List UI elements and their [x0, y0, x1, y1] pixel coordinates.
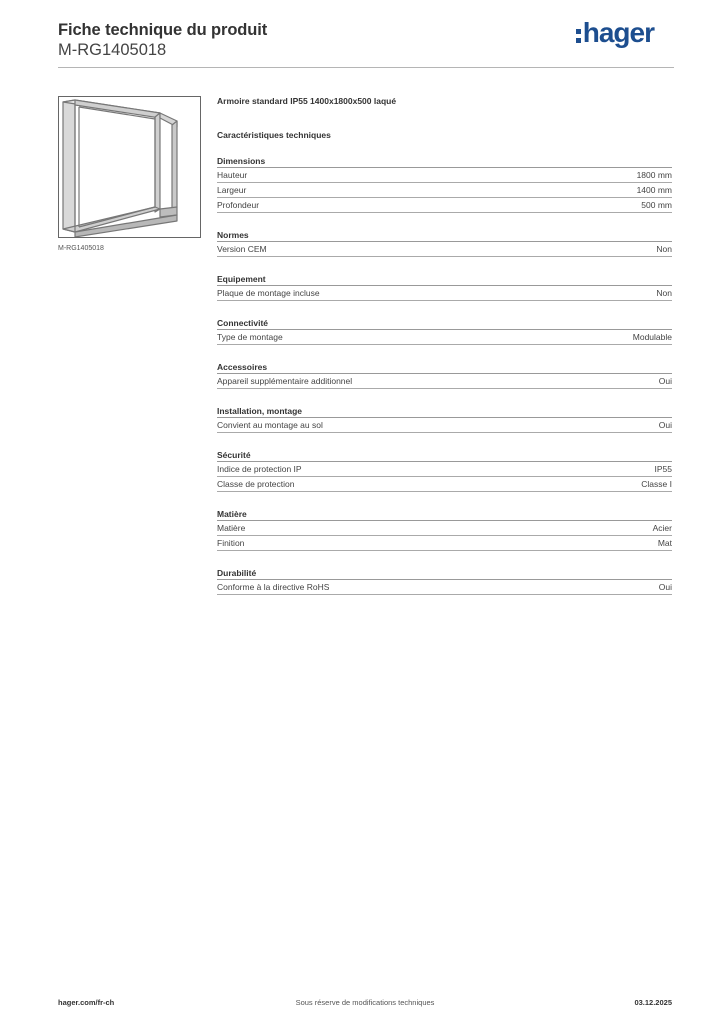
spec-value: Acier [652, 523, 672, 533]
spec-value: Oui [658, 376, 672, 386]
hager-logo [576, 16, 654, 50]
logo-wordmark: hager [582, 17, 654, 48]
spec-label: Classe de protection [217, 479, 295, 489]
spec-section [217, 155, 672, 213]
section-title: Matière [217, 508, 672, 521]
spec-section [217, 508, 672, 551]
product-name: Armoire standard IP55 1400x1800x500 laqué [217, 96, 397, 106]
spec-section [217, 567, 672, 595]
product-reference: M-RG1405018 [58, 41, 167, 59]
spec-section [217, 229, 672, 257]
spec-row [217, 198, 672, 213]
spec-value: 500 mm [641, 200, 672, 210]
spec-label: Convient au montage au sol [217, 420, 323, 430]
spec-label: Appareil supplémentaire additionnel [217, 376, 353, 386]
spec-section [217, 317, 672, 345]
spec-row [217, 477, 672, 492]
spec-label: Finition [217, 538, 245, 548]
footer-disclaimer: Sous réserve de modifications techniques [295, 998, 435, 1007]
section-title: Normes [217, 229, 672, 242]
section-title: Connectivité [217, 317, 672, 330]
spec-value: Oui [658, 420, 672, 430]
spec-row [217, 330, 672, 345]
spec-heading: Caractéristiques techniques [217, 130, 331, 140]
section-title: Dimensions [217, 155, 672, 168]
spec-row [217, 374, 672, 389]
spec-content [217, 95, 672, 595]
header-divider [58, 67, 674, 68]
spec-row [217, 183, 672, 198]
spec-row [217, 242, 672, 257]
spec-label: Plaque de montage incluse [217, 288, 320, 298]
spec-value: 1800 mm [636, 170, 672, 180]
spec-row [217, 418, 672, 433]
section-title: Accessoires [217, 361, 672, 374]
spec-label: Largeur [217, 185, 247, 195]
spec-section [217, 273, 672, 301]
spec-label: Matière [217, 523, 246, 533]
spec-label: Hauteur [217, 170, 248, 180]
spec-row [217, 286, 672, 301]
document-header [58, 20, 267, 60]
spec-value: IP55 [654, 464, 672, 474]
image-caption: M-RG1405018 [58, 245, 104, 252]
spec-value: Non [656, 244, 672, 254]
spec-row [217, 462, 672, 477]
spec-section [217, 361, 672, 389]
spec-value: Modulable [632, 332, 672, 342]
spec-sections [217, 155, 672, 595]
section-title: Durabilité [217, 567, 672, 580]
spec-value: Mat [657, 538, 672, 548]
footer-website[interactable]: hager.com/fr-ch [58, 998, 115, 1007]
spec-section [217, 449, 672, 492]
spec-value: Classe I [641, 479, 672, 489]
spec-label: Profondeur [217, 200, 260, 210]
spec-value: Non [656, 288, 672, 298]
spec-value: Oui [658, 582, 672, 592]
spec-label: Indice de protection IP [217, 464, 302, 474]
section-title: Equipement [217, 273, 672, 286]
footer-date: 03.12.2025 [634, 998, 672, 1007]
spec-row [217, 536, 672, 551]
section-title: Sécurité [217, 449, 672, 462]
spec-label: Conforme à la directive RoHS [217, 582, 330, 592]
section-title: Installation, montage [217, 405, 672, 418]
spec-row [217, 168, 672, 183]
spec-section [217, 405, 672, 433]
logo-dots-icon [576, 29, 581, 43]
product-image [58, 96, 201, 238]
spec-label: Type de montage [217, 332, 283, 342]
document-title: Fiche technique du produit [58, 21, 268, 39]
spec-row [217, 580, 672, 595]
spec-value: 1400 mm [636, 185, 672, 195]
enclosure-frame-icon [59, 97, 200, 237]
spec-label: Version CEM [217, 244, 267, 254]
spec-row [217, 521, 672, 536]
